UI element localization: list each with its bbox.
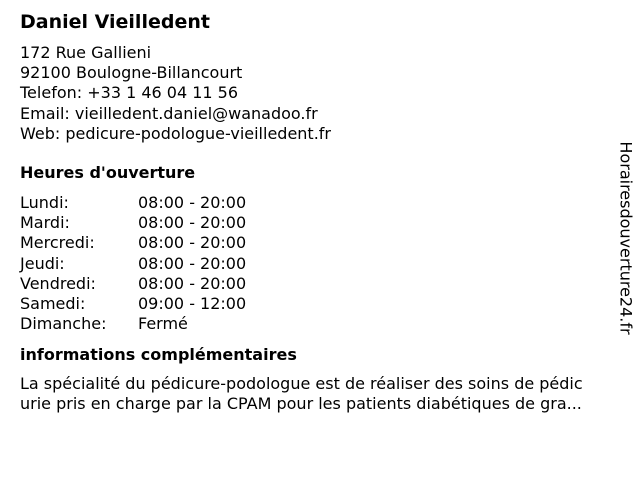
day-label: Dimanche:: [20, 314, 107, 334]
hours-row-dimanche: [20, 314, 620, 334]
hours-row-mercredi: [20, 233, 620, 253]
day-label: Jeudi:: [20, 253, 65, 273]
day-label: Lundi:: [20, 192, 69, 212]
business-name: Daniel Vieilledent: [20, 11, 210, 33]
email-line: Email: vieilledent.daniel@wanadoo.fr: [20, 103, 318, 123]
info-heading: informations complémentaires: [20, 345, 297, 365]
hours-heading: Heures d'ouverture: [20, 162, 196, 182]
day-label: Mardi:: [20, 213, 70, 233]
business-card: [20, 8, 620, 415]
time-value: 09:00 - 12:00: [138, 293, 247, 313]
time-value: 08:00 - 20:00: [138, 213, 247, 233]
time-value: 08:00 - 20:00: [138, 233, 247, 253]
day-label: Vendredi:: [20, 273, 96, 293]
time-value: 08:00 - 20:00: [138, 253, 247, 273]
day-label: Mercredi:: [20, 233, 95, 253]
phone-line: Telefon: +33 1 46 04 11 56: [20, 83, 239, 103]
hours-row-jeudi: [20, 254, 620, 274]
address-street: 172 Rue Gallieni: [20, 43, 152, 62]
hours-row-mardi: [20, 213, 620, 233]
time-value: Fermé: [138, 314, 188, 334]
hours-row-lundi: [20, 193, 620, 213]
web-line: Web: pedicure-podologue-vieilledent.fr: [20, 123, 331, 143]
hours-table: [20, 193, 620, 334]
info-line: La spécialité du pédicure-podologue est de réaliser des soins de pédic: [20, 374, 583, 394]
day-label: Samedi:: [20, 293, 86, 313]
info-line: urie pris en charge par la CPAM pour les patients diabétiques de gra...: [20, 394, 582, 414]
info-description: [20, 374, 632, 414]
site-watermark: Horairesdouverture24.fr: [616, 141, 636, 335]
time-value: 08:00 - 20:00: [138, 273, 247, 293]
contact-block: [20, 43, 620, 144]
address-city: 92100 Boulogne-Billancourt: [20, 63, 243, 83]
time-value: 08:00 - 20:00: [138, 192, 247, 212]
hours-row-vendredi: [20, 274, 620, 294]
hours-row-samedi: [20, 294, 620, 314]
